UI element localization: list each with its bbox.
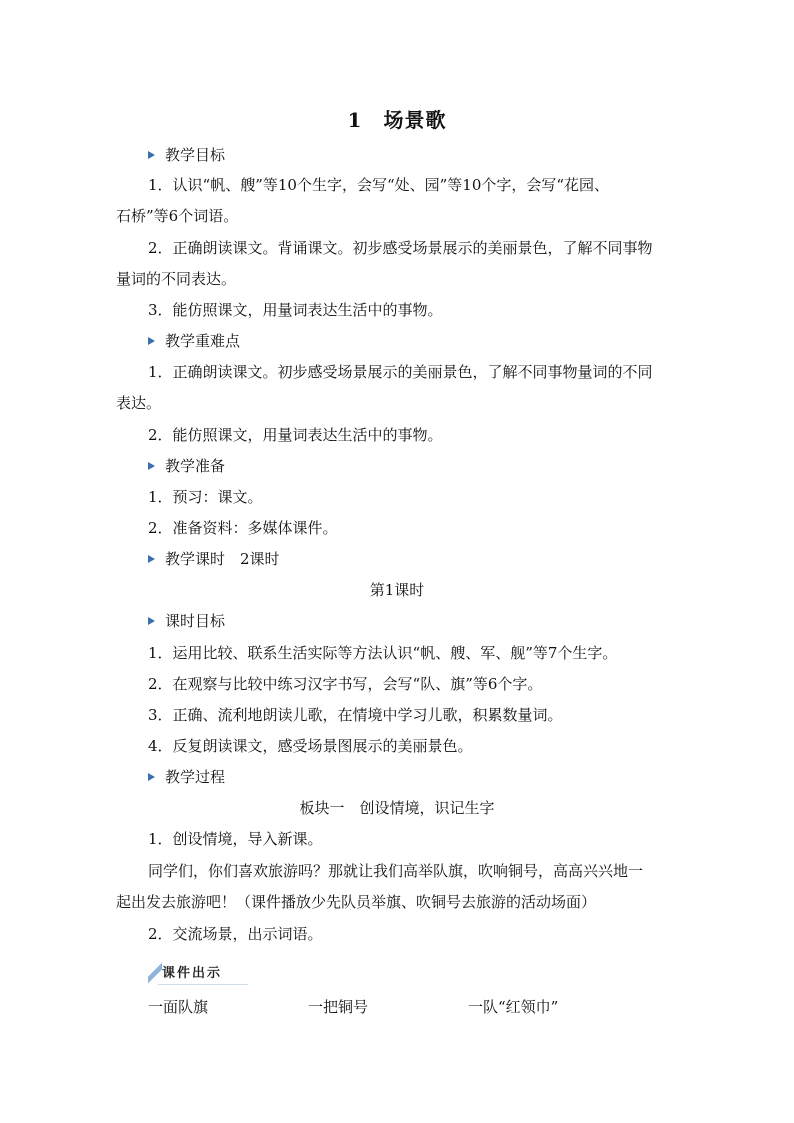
block-heading: 板块一 创设情境，识记生字	[299, 799, 495, 817]
phrase-item: 一把铜号	[308, 998, 369, 1016]
courseware-tag-label: 课件出示	[162, 966, 223, 981]
courseware-tag	[148, 960, 258, 984]
goal-2-line-1: 2．正确朗读课文。背诵课文。初步感受场景展示的美丽景色，了解不同事物	[148, 239, 653, 257]
key-point-1-line-1: 1．正确朗读课文。初步感受场景展示的美丽景色，了解不同事物量词的不同	[148, 363, 653, 381]
goal-1-line-2: 石桥”等6个词语。	[116, 207, 239, 225]
goal-1-line-1: 1．认识“帆、艘”等10个生字，会写“处、园”等10个字，会写“花园、	[148, 176, 610, 194]
goal-3: 3．能仿照课文，用量词表达生活中的事物。	[148, 301, 443, 319]
phrase-item: 一面队旗	[148, 998, 209, 1016]
key-point-1-line-2: 表达。	[116, 394, 162, 412]
section-heading-process: 教学过程	[148, 766, 225, 788]
paragraph-line-1: 同学们，你们喜欢旅游吗？那就让我们高举队旗，吹响铜号，高高兴兴地一	[148, 862, 644, 880]
section-heading-hours: 教学课时 2课时	[148, 548, 280, 570]
slash-decoration-icon	[148, 958, 162, 986]
section-heading-lesson-goals: 课时目标	[148, 610, 225, 632]
prep-2: 2．准备资料：多媒体课件。	[148, 519, 338, 537]
lesson-goal-2: 2．在观察与比较中练习汉字书写，会写“队、旗”等6个字。	[148, 675, 543, 693]
lesson-goal-1: 1．运用比较、联系生活实际等方法认识“帆、艘、军、舰”等7个生字。	[148, 644, 618, 662]
triangle-bullet-icon	[148, 462, 155, 470]
triangle-bullet-icon	[148, 617, 155, 625]
section-heading-preparation: 教学准备	[148, 455, 225, 477]
triangle-bullet-icon	[148, 337, 155, 345]
section-heading-goals: 教学目标	[148, 144, 225, 166]
phrase-item: 一队“红领巾”	[468, 998, 559, 1016]
goal-2-line-2: 量词的不同表达。	[116, 270, 237, 288]
step-2: 2．交流场景，出示词语。	[148, 925, 323, 943]
tag-underline	[158, 984, 248, 985]
section-heading-key-points: 教学重难点	[148, 330, 240, 352]
lesson-goal-4: 4．反复朗读课文，感受场景图展示的美丽景色。	[148, 737, 473, 755]
triangle-bullet-icon	[148, 151, 155, 159]
key-point-2: 2．能仿照课文，用量词表达生活中的事物。	[148, 426, 443, 444]
prep-1: 1．预习：课文。	[148, 488, 263, 506]
page-title: 1 场景歌	[347, 108, 447, 132]
triangle-bullet-icon	[148, 773, 155, 781]
step-1: 1．创设情境，导入新课。	[148, 830, 323, 848]
paragraph-line-2: 起出发去旅游吧！（课件播放少先队员举旗、吹铜号去旅游的活动场面）	[116, 893, 597, 911]
lesson-heading: 第1课时	[369, 581, 425, 599]
lesson-goal-3: 3．正确、流利地朗读儿歌，在情境中学习儿歌，积累数量词。	[148, 706, 563, 724]
triangle-bullet-icon	[148, 555, 155, 563]
